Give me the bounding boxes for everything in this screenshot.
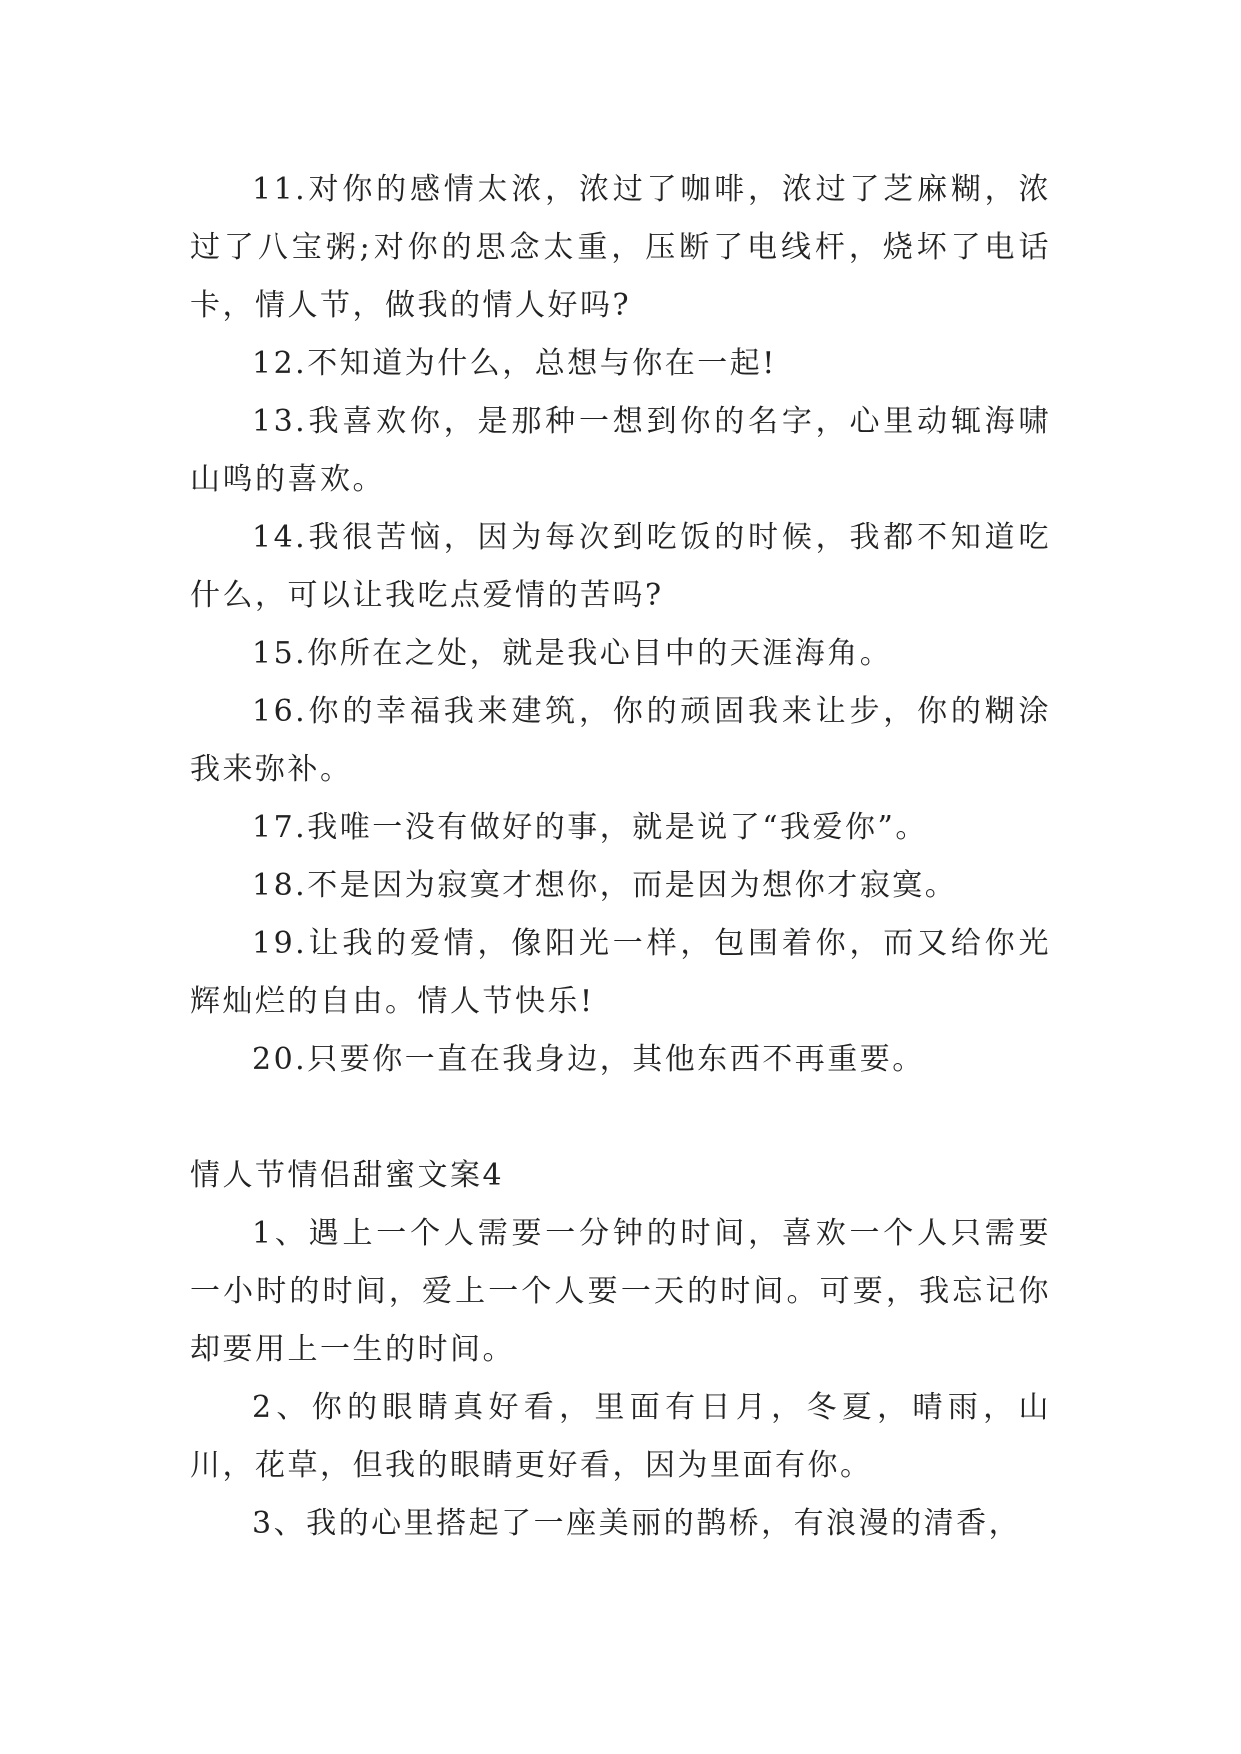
quote-item-3: 3、我的心里搭起了一座美丽的鹊桥，有浪漫的清香， xyxy=(252,1506,1022,1541)
quote-item-11: 11.对你的感情太浓，浓过了咖啡，浓过了芝麻糊，浓过了八宝粥;对你的思念太重，压断了电线杆，烧坏了电话卡，情人节，做我的情人好吗? xyxy=(190,172,1051,323)
quote-item-17: 17.我唯一没有做好的事，就是说了“我爱你”。 xyxy=(252,810,928,845)
quote-item-19: 19.让我的爱情，像阳光一样，包围着你，而又给你光辉灿烂的自由。情人节快乐! xyxy=(190,926,1051,1019)
quote-item-14: 14.我很苦恼，因为每次到吃饭的时候，我都不知道吃什么，可以让我吃点爱情的苦吗? xyxy=(190,520,1051,613)
quote-list-a xyxy=(190,161,1051,1089)
quote-item-12: 12.不知道为什么，总想与你在一起! xyxy=(252,346,777,381)
quote-item-16: 16.你的幸福我来建筑，你的顽固我来让步，你的糊涂我来弥补。 xyxy=(190,694,1051,787)
quote-item-20: 20.只要你一直在我身边，其他东西不再重要。 xyxy=(252,1042,925,1077)
quote-item-1: 1、遇上一个人需要一分钟的时间，喜欢一个人只需要一小时的时间，爱上一个人要一天的时间。可要，我忘记你却要用上一生的时间。 xyxy=(190,1216,1051,1367)
section-heading: 情人节情侣甜蜜文案4 xyxy=(190,1158,505,1193)
quote-item-15: 15.你所在之处，就是我心目中的天涯海角。 xyxy=(252,636,893,671)
quote-item-18: 18.不是因为寂寞才想你，而是因为想你才寂寞。 xyxy=(252,868,958,903)
quote-item-2: 2、你的眼睛真好看，里面有日月，冬夏，晴雨，山川，花草，但我的眼睛更好看，因为里面有你。 xyxy=(190,1390,1051,1483)
quote-item-13: 13.我喜欢你，是那种一想到你的名字，心里动辄海啸山鸣的喜欢。 xyxy=(190,404,1051,497)
quote-list-b xyxy=(190,1205,1051,1553)
